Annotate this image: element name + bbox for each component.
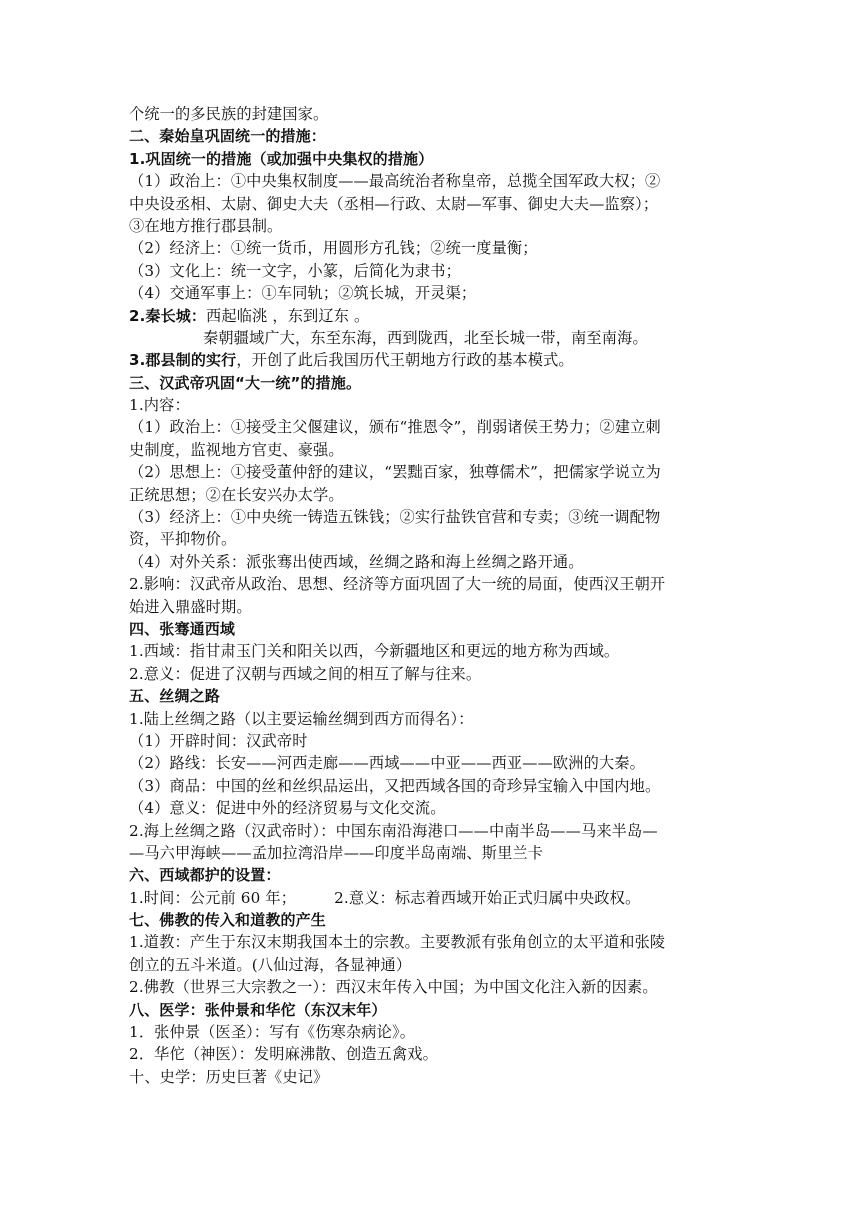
section-heading: 五、丝绸之路: [129, 687, 220, 706]
section-heading: 四、张骞通西域: [129, 619, 236, 638]
text-line: [129, 887, 729, 909]
section-heading: 八、医学：张仲景和华佗（东汉末年）: [129, 1000, 387, 1019]
text-line: 十、史学：历史巨著《史记》: [129, 1067, 329, 1086]
text-line: （2）思想上：①接受董仲舒的建议，“罢黜百家，独尊儒术”，把儒家学说立为: [129, 463, 661, 482]
text-line: 2.意义：促进了汉朝与西域之间的相互了解与往来。: [129, 664, 482, 683]
text-line: （1）政治上：①中央集权制度——最高统治者称皇帝，总揽全国军政大权；②: [129, 172, 661, 191]
text-line: （4）意义：促进中外的经济贸易与文化交流。: [129, 799, 446, 818]
text-line: （4）交通军事上：①车同轨；②筑长城，开灵渠；: [129, 284, 477, 303]
text-line: （3）经济上：①中央统一铸造五铢钱；②实行盐铁官营和专卖；③统一调配物: [129, 508, 661, 527]
inline-bold-label: 3.郡县制的实行: [129, 351, 237, 370]
text-line: 2.海上丝绸之路（汉武帝时）：中国东南沿海港口——中南半岛——马来半岛—: [129, 821, 658, 840]
inline-bold-label: 2.秦长城：: [129, 306, 207, 325]
text-line: 2．华佗（神医）：发明麻沸散、创造五禽戏。: [129, 1045, 438, 1064]
text-line: [129, 349, 729, 371]
inline-text: ，开创了此后我国历代王朝地方行政的基本模式。: [236, 351, 574, 370]
text-line: （2）路线：长安——河西走廊——西域——中亚——西亚——欧洲的大秦。: [129, 754, 645, 773]
text-line: 史制度，监视地方官吏、豪强。: [129, 440, 344, 459]
text-line: —马六甲海峡——孟加拉湾沿岸——印度半岛南端、斯里兰卡: [129, 843, 544, 862]
text-line: 2.佛教（世界三大宗教之一）：西汉末年传入中国；为中国文化注入新的因素。: [129, 978, 658, 997]
text-line: 1.西域：指甘肃玉门关和阳关以西，今新疆地区和更远的地方称为西域。: [129, 642, 620, 661]
section-heading: 三、汉武帝巩固“大一统”的措施。: [129, 373, 362, 392]
text-line: 1.陆上丝绸之路（以主要运输丝绸到西方而得名）：: [129, 709, 474, 728]
section-heading: 六、西域都护的设置：: [129, 866, 281, 885]
text-line: 1.内容：: [129, 396, 190, 415]
text-line: （2）经济上：①统一货币，用圆形方孔钱；②统一度量衡；: [129, 239, 538, 258]
text-line: （1）开辟时间：汉武帝时: [129, 731, 308, 750]
inline-text: 西起临洮 ，东到辽东 。: [206, 306, 370, 325]
text-line: 2.影响：汉武帝从政治、思想、经济等方面巩固了大一统的局面，使西汉王朝开: [129, 575, 666, 594]
section-heading: 七、佛教的传入和道教的产生: [129, 911, 326, 930]
text-line: （4）对外关系：派张骞出使西域，丝绸之路和海上丝绸之路开通。: [129, 552, 584, 571]
inline-text: 1.时间：公元前 60 年；: [129, 888, 297, 907]
text-line: （1）政治上：①接受主父偃建议，颁布“推恩令”，削弱诸侯王势力；②建立刺: [129, 418, 661, 437]
text-line: 个统一的多民族的封建国家。: [129, 105, 329, 123]
subsection-heading: 1.巩固统一的措施（或加强中央集权的措施）: [129, 149, 434, 168]
text-line: （3）文化上：统一文字，小篆，后简化为隶书；: [129, 261, 461, 280]
text-line: 资，平抑物价。: [129, 530, 237, 549]
indented-text-line: 秦朝疆域广大，东至东海，西到陇西，北至长城一带，南至南海。: [203, 328, 648, 347]
document-body: [129, 103, 729, 1088]
text-line: 1.道教：产生于东汉末期我国本土的宗教。主要教派有张角创立的太平道和张陵: [129, 933, 666, 952]
text-line: ③在地方推行郡县制。: [129, 216, 283, 235]
text-line: 始进入鼎盛时期。: [129, 597, 252, 616]
text-line: 1．张仲景（医圣）：写有《伤寒杂病论》。: [129, 1023, 416, 1042]
section-heading: 二、秦始皇巩固统一的措施：: [129, 127, 326, 146]
text-line: 中央设丞相、太尉、御史大夫（丞相—行政、太尉—军事、御史大夫—监察）；: [129, 194, 659, 213]
text-line: 正统思想；②在长安兴办太学。: [129, 485, 344, 504]
inline-text: 2.意义：标志着西域开始正式归属中央政权。: [334, 888, 641, 907]
text-line: [129, 305, 729, 327]
text-line: 创立的五斗米道。(八仙过海，各显神通）: [129, 955, 412, 974]
text-line: （3）商品：中国的丝和丝织品运出，又把西域各国的奇珍异宝输入中国内地。: [129, 776, 661, 795]
